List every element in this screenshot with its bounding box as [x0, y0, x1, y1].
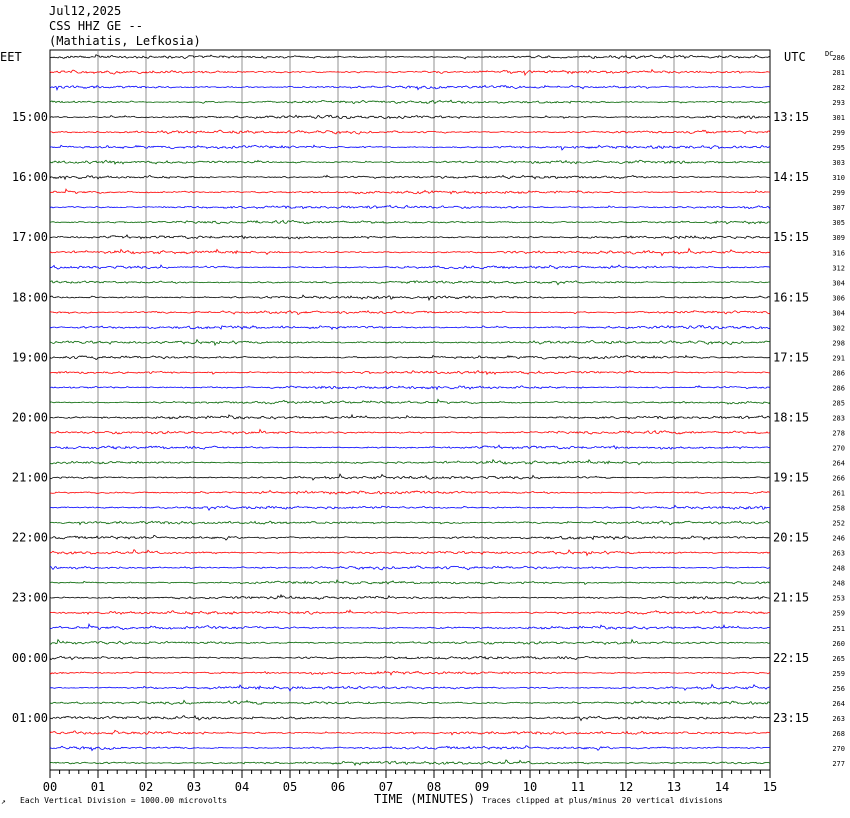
right-hour-label: 15:15: [773, 230, 810, 245]
dc-offset-label: 309: [832, 234, 845, 243]
dc-offset-label: 299: [832, 129, 845, 138]
x-tick-label: 03: [186, 780, 202, 794]
x-tick-label: 13: [666, 780, 682, 794]
seismic-trace: [50, 189, 770, 194]
seismic-trace: [50, 85, 770, 89]
seismic-trace: [50, 340, 770, 345]
dc-offset-label: 248: [832, 564, 845, 573]
seismic-trace: [50, 700, 770, 704]
dc-offset-label: 286: [832, 369, 845, 378]
seismic-trace: [50, 640, 770, 645]
right-hour-label: 22:15: [773, 650, 810, 665]
seismic-trace: [50, 265, 770, 269]
left-hour-label: 18:00: [11, 290, 48, 305]
dc-offset-label: 304: [832, 309, 845, 318]
dc-offset-label: 261: [832, 489, 845, 498]
dc-offset-label: 251: [832, 624, 845, 633]
dc-offset-label: 265: [832, 654, 845, 663]
dc-offset-label: 310: [832, 174, 845, 183]
seismic-trace: [50, 115, 770, 119]
seismic-trace: [50, 490, 770, 494]
dc-offset-label: 268: [832, 729, 845, 738]
x-tick-label: 02: [138, 780, 154, 794]
dc-offset-label: 260: [832, 639, 845, 648]
dc-offset-label: 316: [832, 249, 845, 258]
seismic-trace: [50, 235, 770, 239]
trace-layer: [50, 55, 770, 766]
right-hour-label: 17:15: [773, 350, 810, 365]
vertical-division-note: Each Vertical Division = 1000.00 microvolts: [20, 796, 228, 805]
dc-offset-label: 263: [832, 549, 845, 558]
dc-offset-label: 259: [832, 669, 845, 678]
seismic-trace: [50, 716, 770, 721]
dc-offset-label: 270: [832, 744, 845, 753]
seismic-trace: [50, 399, 770, 404]
dc-offset-label: 266: [832, 474, 845, 483]
seismic-trace: [50, 100, 770, 103]
left-hour-label: 22:00: [11, 530, 48, 545]
x-tick-label: 14: [714, 780, 730, 794]
left-hour-label: 20:00: [11, 410, 48, 425]
dc-offset-label: 285: [832, 399, 845, 408]
dc-offset-label: 312: [832, 264, 845, 273]
left-hour-label: 21:00: [11, 470, 48, 485]
right-hour-label: 18:15: [773, 410, 810, 425]
seismic-trace: [50, 295, 770, 300]
dc-offset-label: 256: [832, 684, 845, 693]
left-hour-label: 17:00: [11, 230, 48, 245]
dc-offset-label: 248: [832, 579, 845, 588]
seismic-trace: [50, 326, 770, 330]
grid-layer: [50, 50, 770, 778]
dc-offset-label: 286: [832, 54, 845, 62]
seismic-trace: [50, 145, 770, 150]
dc-offset-label: 291: [832, 354, 845, 363]
right-hour-label: 23:15: [773, 710, 810, 725]
seismic-trace: [50, 371, 770, 375]
x-tick-label: 05: [282, 780, 298, 794]
seismic-trace: [50, 595, 770, 600]
dc-offset-label: 307: [832, 204, 845, 213]
seismic-trace: [50, 281, 770, 285]
seismic-trace: [50, 175, 770, 179]
plot-frame: [50, 50, 770, 770]
right-hour-label: 19:15: [773, 470, 810, 485]
chart-date: Jul12,2025: [49, 4, 122, 18]
clipping-note: Traces clipped at plus/minus 20 vertical divisions: [482, 796, 723, 805]
x-tick-label: 15: [762, 780, 778, 794]
x-tick-label: 08: [426, 780, 442, 794]
right-hour-label: 21:15: [773, 590, 810, 605]
dc-offset-label: 304: [832, 279, 845, 288]
seismic-trace: [50, 474, 770, 480]
seismic-trace: [50, 415, 770, 419]
station-location: (Mathiatis, Lefkosia): [49, 34, 201, 48]
dc-offset-label: 277: [832, 759, 845, 768]
seismic-trace: [50, 656, 770, 659]
left-hour-label: 00:00: [11, 650, 48, 665]
dc-offset-label: 252: [832, 519, 845, 528]
left-hour-label: 23:00: [11, 590, 48, 605]
dc-offset-label: 286: [832, 384, 845, 393]
seismic-trace: [50, 610, 770, 614]
x-tick-label: 09: [474, 780, 490, 794]
dc-offset-label: 298: [832, 339, 845, 348]
seismic-trace: [50, 70, 770, 76]
seismic-trace: [50, 130, 770, 134]
dc-offset-label: 283: [832, 414, 845, 423]
seismic-trace: [50, 624, 770, 630]
dc-offset-label: 305: [832, 219, 845, 228]
right-timezone-label: UTC: [784, 50, 806, 64]
left-hour-label: 19:00: [11, 350, 48, 365]
seismic-trace: [50, 580, 770, 584]
seismic-trace: [50, 430, 770, 435]
x-tick-label: 00: [42, 780, 58, 794]
seismic-trace: [50, 205, 770, 209]
seismic-trace: [50, 160, 770, 164]
seismic-trace: [50, 671, 770, 675]
seismic-trace: [50, 684, 770, 691]
seismic-trace: [50, 249, 770, 256]
seismic-trace: [50, 535, 770, 540]
station-code: CSS HHZ GE --: [49, 19, 143, 33]
right-hour-label: 20:15: [773, 530, 810, 545]
left-hour-label: 15:00: [11, 110, 48, 125]
seismic-trace: [50, 460, 770, 465]
seismic-trace: [50, 356, 770, 360]
dc-offset-label: 295: [832, 144, 845, 153]
dc-offset-label: 264: [832, 459, 845, 468]
seismic-trace: [50, 55, 770, 59]
seismic-trace: [50, 386, 770, 390]
left-hour-label: 16:00: [11, 170, 48, 185]
left-timezone-label: EET: [0, 50, 22, 64]
dc-offset-label: 293: [832, 99, 845, 108]
dc-offset-label: 259: [832, 609, 845, 618]
dc-offset-label: 278: [832, 429, 845, 438]
x-tick-label: 11: [570, 780, 586, 794]
dc-offset-label: 303: [832, 159, 845, 168]
dc-offset-label: 264: [832, 699, 845, 708]
dc-offset-label: 306: [832, 294, 845, 303]
seismic-trace: [50, 550, 770, 556]
seismic-trace: [50, 730, 770, 734]
x-tick-label: 10: [522, 780, 538, 794]
dc-offset-label: 246: [832, 534, 845, 543]
x-tick-label: 12: [618, 780, 634, 794]
dc-header-label: DC: [825, 50, 834, 58]
seismic-trace: [50, 445, 770, 449]
dc-offset-label: 281: [832, 69, 845, 78]
dc-offset-label: 302: [832, 324, 845, 333]
x-tick-label: 07: [378, 780, 394, 794]
x-tick-label: 06: [330, 780, 346, 794]
x-tick-label: 04: [234, 780, 250, 794]
seismic-trace: [50, 505, 770, 510]
left-hour-label: 01:00: [11, 710, 48, 725]
dc-offset-label: 253: [832, 594, 845, 603]
dc-offset-label: 270: [832, 444, 845, 453]
seismic-trace: [50, 760, 770, 765]
right-hour-label: 14:15: [773, 170, 810, 185]
right-hour-label: 13:15: [773, 110, 810, 125]
x-tick-label: 01: [90, 780, 106, 794]
right-hour-label: 16:15: [773, 290, 810, 305]
seismic-trace: [50, 566, 770, 570]
seismic-trace: [50, 220, 770, 223]
dc-offset-label: 282: [832, 84, 845, 93]
corner-mark: ↗: [1, 797, 6, 806]
seismic-trace: [50, 311, 770, 315]
dc-offset-label: 258: [832, 504, 845, 513]
seismic-trace: [50, 521, 770, 525]
seismic-trace: [50, 746, 770, 751]
x-axis-title: TIME (MINUTES): [374, 792, 476, 806]
dc-offset-label: 263: [832, 714, 845, 723]
dc-offset-label: 299: [832, 189, 845, 198]
dc-offset-label: 301: [832, 114, 845, 123]
